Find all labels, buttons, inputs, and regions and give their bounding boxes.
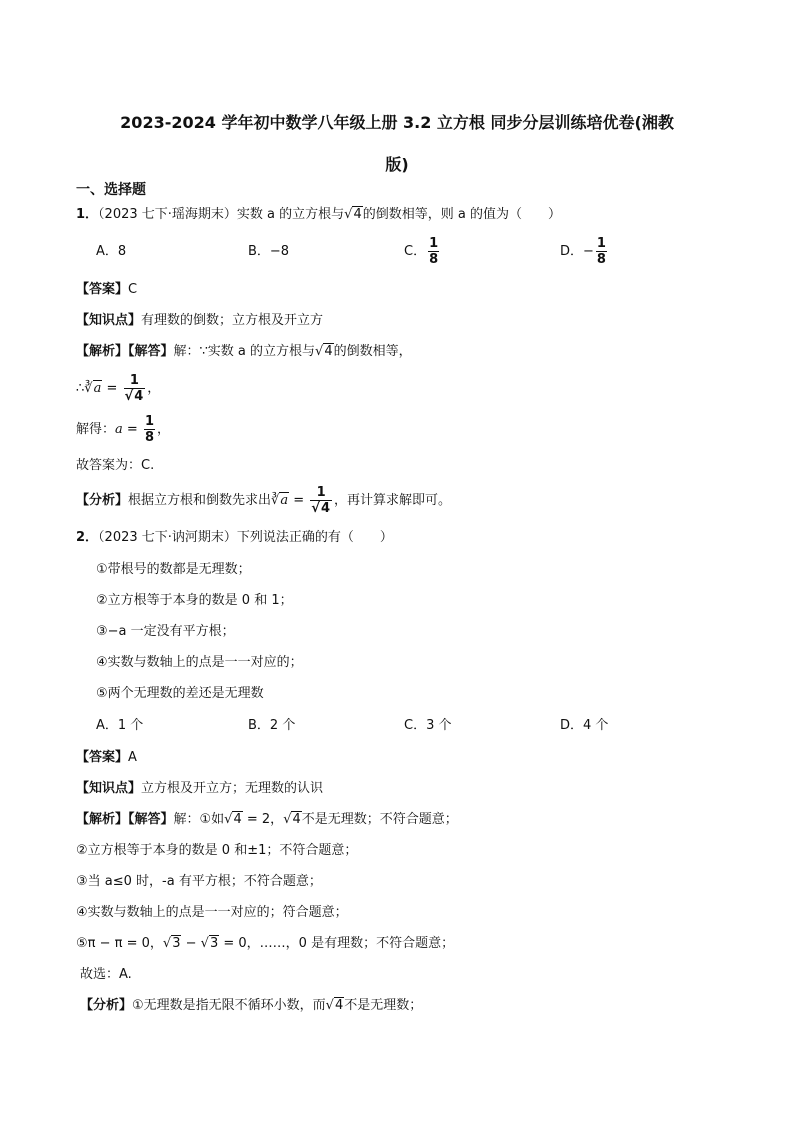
statement-3: ③−a 一定没有平方根； xyxy=(96,624,235,639)
equation-1: ∴∛a = $\frac{1}{√4}$ ， xyxy=(76,373,161,404)
final-answer: 故选：A. xyxy=(80,967,132,982)
analysis-item-3: ③当 a≤0 时，-a 有平方根；不符合题意； xyxy=(76,874,322,889)
question-2: 2．（2023 七下·讷河期末）下列说法正确的有（ ） xyxy=(76,530,393,545)
option-b: B．−8 xyxy=(248,244,290,259)
statement-4: ④实数与数轴上的点是一一对应的； xyxy=(96,655,303,670)
answer-line: 【答案】A xyxy=(76,750,137,765)
option-d: D．4 个 xyxy=(560,718,609,733)
option-c: C． $\frac{1}{8}$ xyxy=(404,236,439,267)
knowledge-point-line: 【知识点】有理数的倒数；立方根及开立方 xyxy=(76,313,324,328)
title-line-1: 2023-2024 学年初中数学八年级上册 3.2 立方根 同步分层训练培优卷(湘教 xyxy=(120,113,674,132)
knowledge-point-line: 【知识点】立方根及开立方；无理数的认识 xyxy=(76,781,324,796)
analysis-line: 【解析】【解答】解：∵实数 a 的立方根与√4的倒数相等， xyxy=(76,344,412,359)
option-a: A．8 xyxy=(96,244,127,259)
title-line-2: 版) xyxy=(385,155,409,174)
document-title xyxy=(60,102,734,186)
sqrt-expression: √4 xyxy=(344,207,362,222)
question-1: 1．（2023 七下·瑶海期末）实数 a 的立方根与√4的倒数相等，则 a 的值为（ ） xyxy=(76,207,561,222)
analysis-item-4: ④实数与数轴上的点是一一对应的；符合题意； xyxy=(76,905,348,920)
analysis-item-2: ②立方根等于本身的数是 0 和±1；不符合题意； xyxy=(76,843,358,858)
answer-value: C xyxy=(128,282,138,297)
question-source: （2023 七下·瑶海期末） xyxy=(98,207,237,222)
option-b: B．2 个 xyxy=(248,718,296,733)
final-answer: 故答案为：C. xyxy=(76,458,155,473)
option-c: C．3 个 xyxy=(404,718,452,733)
question-source: （2023 七下·讷河期末） xyxy=(98,530,237,545)
analysis-item-5: ⑤π − π = 0，√3 − √3 = 0，……，0 是有理数；不符合题意； xyxy=(76,936,455,951)
statement-5: ⑤两个无理数的差还是无理数 xyxy=(96,686,264,701)
answer-line: 【答案】C xyxy=(76,282,138,297)
equation-2: 解得：a = $\frac{1}{8}$ ， xyxy=(76,414,171,445)
answer-value: A xyxy=(128,750,137,765)
question-number: 1． xyxy=(76,207,99,222)
section-heading: 一、选择题 xyxy=(76,182,146,198)
statement-1: ①带根号的数都是无理数； xyxy=(96,562,251,577)
statement-2: ②立方根等于本身的数是 0 和 1； xyxy=(96,593,293,608)
summary-line: 【分析】根据立方根和倒数先求出∛a = $\frac{1}{√4}$ ，再计算求解即可。 xyxy=(76,485,452,516)
option-d: D．− $\frac{1}{8}$ xyxy=(560,236,606,267)
option-a: A．1 个 xyxy=(96,718,144,733)
question-number: 2． xyxy=(76,530,99,545)
analysis-line: 【解析】【解答】解：①如√4 = 2，√4不是无理数；不符合题意； xyxy=(76,812,458,827)
summary-line: 【分析】①无理数是指无限不循环小数，而√4不是无理数； xyxy=(80,998,423,1013)
